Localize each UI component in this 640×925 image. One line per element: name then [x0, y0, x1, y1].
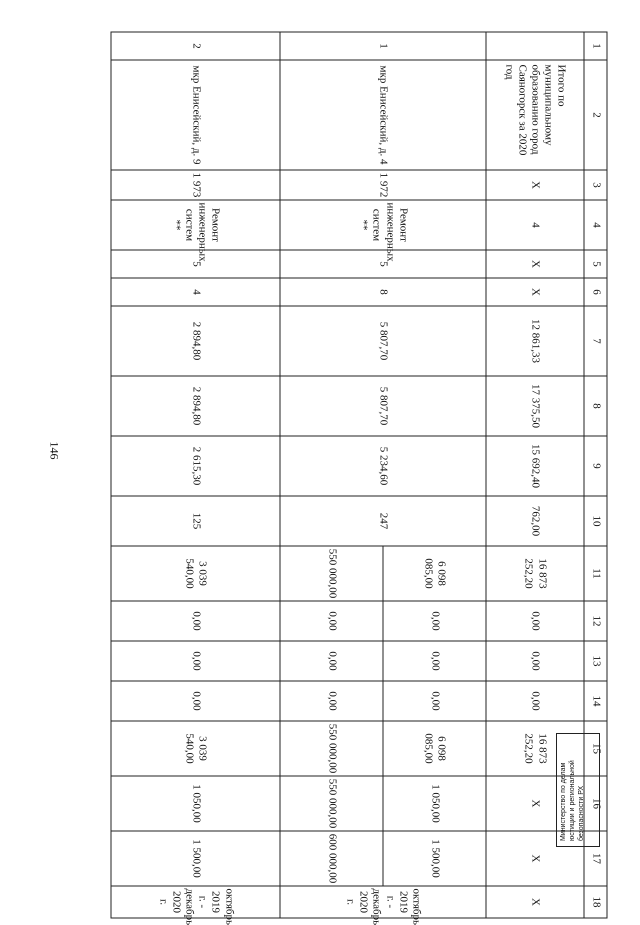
header-cell: 9 [584, 436, 607, 496]
table-cell [486, 32, 584, 60]
header-cell: 17 [584, 831, 607, 886]
table-cell: 0,00 [280, 641, 383, 681]
table-cell: 12 861,33 [486, 306, 584, 376]
table-cell: 2 894,80 [111, 306, 280, 376]
address-cell: мкр Енисейский, д. 4 [280, 60, 486, 170]
table-cell: 16 873 252,20 [486, 546, 584, 601]
table-cell: 5 807,70 [280, 306, 486, 376]
header-cell: 18 [584, 886, 607, 918]
stamp-text [558, 735, 598, 845]
table-cell: Ремонт инженерных систем ** [280, 200, 486, 250]
page-number: 146 [47, 441, 62, 460]
header-cell: 16 [584, 776, 607, 831]
table-cell: 2 615,30 [111, 436, 280, 496]
table-cell: 550 000,00 [280, 776, 383, 831]
table-cell: 0,00 [486, 601, 584, 641]
table-cell: 1 500,00 [383, 831, 486, 886]
table-cell: 17 375,50 [486, 376, 584, 436]
table-cell: 6 098 085,00 [383, 721, 486, 776]
table-row [383, 32, 486, 918]
table-cell: 0,00 [280, 601, 383, 641]
table-cell: 0,00 [280, 681, 383, 721]
table-cell: X [486, 170, 584, 200]
table-cell: 2 894,80 [111, 376, 280, 436]
header-cell: 8 [584, 376, 607, 436]
total-label: Итого по муниципальному образованию город Саяногорск за 2020 год [486, 60, 584, 170]
table-cell: 15 692,40 [486, 436, 584, 496]
table-cell: 1 050,00 [111, 776, 280, 831]
table-cell: 0,00 [486, 641, 584, 681]
header-cell: 5 [584, 250, 607, 278]
table-cell: 0,00 [111, 641, 280, 681]
header-cell: 2 [584, 60, 607, 170]
table-cell: 0,00 [486, 681, 584, 721]
table-cell: 4 [486, 200, 584, 250]
row-number: 2 [111, 32, 280, 60]
table-cell: 600 000,00 [280, 831, 383, 886]
table-cell: 8 [280, 278, 486, 306]
table-cell: 550 000,00 [280, 546, 383, 601]
table-cell: X [486, 250, 584, 278]
table-row [111, 32, 280, 918]
table-cell: X [486, 278, 584, 306]
header-cell: 4 [584, 200, 607, 250]
period-cell: октябрь 2019 г. - декабрь 2020 г. [111, 886, 280, 918]
ministry-stamp [556, 733, 600, 847]
table-cell: 247 [280, 496, 486, 546]
header-cell: 3 [584, 170, 607, 200]
header-cell: 13 [584, 641, 607, 681]
header-cell: 6 [584, 278, 607, 306]
header-cell: 10 [584, 496, 607, 546]
table-cell: Ремонт инженерных систем ** [111, 200, 280, 250]
table-cell: 3 039 540,00 [111, 546, 280, 601]
table-cell: 0,00 [383, 641, 486, 681]
table-cell: 0,00 [383, 681, 486, 721]
table-cell: 5 807,70 [280, 376, 486, 436]
table-cell: 1 050,00 [383, 776, 486, 831]
table-cell: 16 873 252,20 [486, 721, 584, 776]
table-cell: 6 098 085,00 [383, 546, 486, 601]
stamp-line: Министерство по делам [560, 762, 567, 841]
table-cell: 5 [280, 250, 486, 278]
table-cell: 125 [111, 496, 280, 546]
header-cell: 11 [584, 546, 607, 601]
period-cell: октябрь 2019 г. - декабрь 2020 г. [280, 886, 486, 918]
table-cell: 1 973 [111, 170, 280, 200]
table-cell: X [486, 776, 584, 831]
table-cell: X [486, 831, 584, 886]
table-cell: 0,00 [111, 601, 280, 641]
table-cell: 3 039 540,00 [111, 721, 280, 776]
stamp-line: юстиции и региональной [568, 760, 576, 841]
table-cell: 0,00 [383, 601, 486, 641]
stamp-line: безопасности РХ [577, 785, 585, 841]
table-cell: 4 [111, 278, 280, 306]
header-cell: 15 [584, 721, 607, 776]
header-cell: 14 [584, 681, 607, 721]
table-cell: 550 000,00 [280, 721, 383, 776]
table-cell: X [486, 886, 584, 918]
table-cell: 1 972 [280, 170, 486, 200]
rotated-table [113, 32, 608, 925]
table-cell: 1 500,00 [111, 831, 280, 886]
address-cell: мкр Енисейский, д. 9 [111, 60, 280, 170]
header-cell: 1 [584, 32, 607, 60]
data-table [111, 32, 608, 925]
table-cell: 0,00 [111, 681, 280, 721]
table-cell: 5 [111, 250, 280, 278]
row-number: 1 [280, 32, 486, 60]
header-cell: 7 [584, 306, 607, 376]
header-cell: 12 [584, 601, 607, 641]
table-cell: 762,00 [486, 496, 584, 546]
table-cell: 5 234,60 [280, 436, 486, 496]
